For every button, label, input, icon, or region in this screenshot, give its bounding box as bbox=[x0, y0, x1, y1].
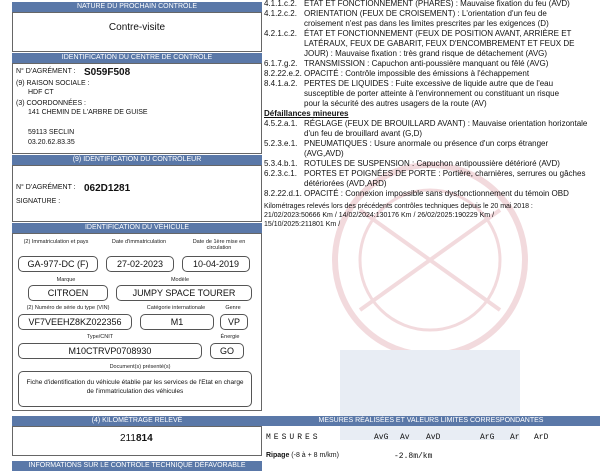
defect-text: LATÉRAUX, FEUX DE GABARIT, FEUX D'ENCOMBREMENT ET FEUX DE bbox=[304, 39, 575, 48]
defect-code: 5.3.4.b.1. bbox=[264, 159, 298, 168]
energie-label: Énergie bbox=[220, 334, 240, 340]
controleur-agrement-label: N° D'AGRÉMENT : bbox=[16, 184, 76, 191]
minor-defects-header: Défaillances mineures bbox=[264, 109, 349, 118]
ripage-range: (-8 à + 8 m/km) bbox=[291, 452, 339, 459]
centre-address: 141 CHEMIN DE L'ARBRE DE GUISE bbox=[28, 109, 148, 116]
minor-defect-row bbox=[264, 179, 600, 189]
informations-header: INFORMATIONS SUR LE CONTRÔLE TECHNIQUE DÉFAVORABLE bbox=[12, 461, 262, 471]
cnit-field: M10CTRVP0708930 bbox=[18, 343, 202, 359]
docs-value: Fiche d'identification du véhicule établie par les services de l'Etat en charge de l'immatriculation des véhicules bbox=[26, 379, 244, 395]
col-avg: AvG bbox=[374, 433, 389, 442]
modele-field: JUMPY SPACE TOURER bbox=[116, 285, 252, 301]
minor-defect-row bbox=[264, 169, 600, 179]
immat-field: GA-977-DC (F) bbox=[18, 256, 98, 272]
minor-defect-row bbox=[264, 149, 600, 159]
defect-text: ROTULES DE SUSPENSION : Capuchon antipoussière détérioré (AVD) bbox=[304, 159, 560, 168]
minor-defect-row bbox=[264, 139, 600, 149]
major-defect-row bbox=[264, 89, 600, 99]
defect-text: (AVG,AVD) bbox=[304, 149, 344, 158]
major-defect-row bbox=[264, 69, 600, 79]
modele-label: Modèle bbox=[170, 277, 190, 283]
controleur-box bbox=[12, 165, 262, 222]
defect-code: 4.5.2.a.1. bbox=[264, 119, 298, 128]
mesures-header: MESURES RÉALISÉES ET VALEURS LIMITES CORRESPONDANTES bbox=[262, 416, 600, 426]
mesures-label: MESURES bbox=[266, 433, 321, 442]
defect-text: OPACITÉ : Connexion impossible sans dysfonctionnement du témoin OBD bbox=[304, 189, 569, 198]
defect-code: 4.2.1.c.2. bbox=[264, 29, 297, 38]
km-header: (4) KILOMÉTRAGE RELEVÉ bbox=[12, 416, 262, 426]
ripage-value: -2.8m/km bbox=[394, 452, 433, 461]
col-avd: AvD bbox=[426, 433, 441, 442]
date-first-label: Date de 1ère mise en circulation bbox=[192, 239, 246, 251]
centre-agrement-label: N° D'AGRÉMENT : bbox=[16, 68, 76, 75]
defect-code: 6.2.3.c.1. bbox=[264, 169, 297, 178]
defect-text: pour la sécurité des autres usagers de la route (AV) bbox=[304, 99, 487, 108]
genre-field: VP bbox=[220, 314, 248, 330]
col-av: Av bbox=[400, 433, 410, 442]
major-defect-row bbox=[264, 0, 600, 9]
defect-text: JOUR) : Mauvaise fixation : très grand risque de détachement (AVG) bbox=[304, 49, 548, 58]
controleur-signature-label: SIGNATURE : bbox=[16, 198, 61, 205]
defect-text: PERTES DE LIQUIDES : Fuite excessive de liquide autre que de l'eau bbox=[304, 79, 554, 88]
defect-code: 4.1.1.c.2. bbox=[264, 0, 297, 8]
next-control-value: Contre-visite bbox=[108, 22, 166, 33]
vin-field: VF7VEEHZ8KZ022356 bbox=[18, 314, 132, 330]
cat-field: M1 bbox=[140, 314, 214, 330]
defect-code: 8.2.22.d.1. bbox=[264, 189, 302, 198]
major-defect-row bbox=[264, 79, 600, 89]
km-value-a: 211 bbox=[120, 433, 136, 444]
centre-city: 59113 SECLIN bbox=[28, 129, 75, 136]
centre-raison-value: HDF CT bbox=[28, 89, 54, 96]
history-line-3: 15/10/2025:211801 Km / bbox=[264, 221, 341, 228]
ripage-row bbox=[266, 452, 339, 459]
defect-text: PNEUMATIQUES : Usure anormale ou présence d'un corps étranger bbox=[304, 139, 549, 148]
defect-code: 5.2.3.e.1. bbox=[264, 139, 298, 148]
col-ar: Ar bbox=[510, 433, 520, 442]
date-immat-label: Date d'immatriculation bbox=[111, 239, 167, 245]
defect-text: TRANSMISSION : Capuchon anti-poussière manquant ou fêlé (AVG) bbox=[304, 59, 549, 68]
centre-raison-label: (9) RAISON SOCIALE : bbox=[16, 80, 90, 87]
marque-field: CITROEN bbox=[28, 285, 108, 301]
major-defect-row bbox=[264, 19, 600, 29]
immat-label: (2) Immatriculation et pays bbox=[23, 239, 89, 245]
marque-label: Marque bbox=[56, 277, 76, 283]
defect-text: ÉTAT ET FONCTIONNEMENT (FEUX DE POSITION AVANT, ARRIÈRE ET bbox=[304, 29, 572, 38]
history-line-2: 21/02/2023:50666 Km / 14/02/2024:130176 Km / 26/02/2025:190229 Km / bbox=[264, 212, 495, 219]
major-defect-row bbox=[264, 59, 600, 69]
controleur-header: (9) IDENTIFICATION DU CONTRÔLEUR bbox=[12, 155, 262, 165]
controleur-agrement-value: 062D1281 bbox=[84, 183, 131, 194]
minor-defect-row bbox=[264, 159, 600, 169]
defect-text: PORTES ET POIGNÉES DE PORTE : Portière, charnières, serrures ou gâches bbox=[304, 169, 586, 178]
genre-label: Genre bbox=[225, 305, 241, 311]
defect-text: OPACITÉ : Contrôle impossible des émissions à l'échappement bbox=[304, 69, 530, 78]
defect-code: 8.2.22.e.2. bbox=[264, 69, 302, 78]
defect-text: d'un feu de brouillard avant (G,D) bbox=[304, 129, 423, 138]
centre-coord-label: (3) COORDONNÉES : bbox=[16, 100, 87, 107]
vin-label: (2) Numéro de série du type (VIN) bbox=[26, 305, 110, 311]
ripage-label: Ripage bbox=[266, 452, 290, 459]
defect-code: 6.1.7.g.2. bbox=[264, 59, 298, 68]
vehicule-header: IDENTIFICATION DU VÉHICULE bbox=[12, 223, 262, 233]
defect-text: ORIENTATION (FEUX DE CROISEMENT) : L'orientation d'un feu de bbox=[304, 9, 547, 18]
major-defect-row bbox=[264, 39, 600, 49]
minor-defect-row bbox=[264, 129, 600, 139]
cnit-label: Type/CNIT bbox=[86, 334, 114, 340]
km-value-b: 814 bbox=[135, 433, 153, 444]
minor-defect-row bbox=[264, 119, 600, 129]
cat-label: Catégorie internationale bbox=[146, 305, 206, 311]
next-control-header: NATURE DU PROCHAIN CONTRÔLE bbox=[12, 2, 262, 12]
major-defect-row bbox=[264, 29, 600, 39]
centre-agrement-value: S059F508 bbox=[84, 67, 131, 78]
defect-text: ÉTAT ET FONCTIONNEMENT (PHARES) : Mauvaise fixation du feu (AVD) bbox=[304, 0, 570, 8]
col-arg: ArG bbox=[480, 433, 495, 442]
defect-text: croisement n'est pas dans les limites prescrites par les exigences (D) bbox=[304, 19, 549, 28]
defect-text: détériorées (AVD,ARD) bbox=[304, 179, 387, 188]
km-value bbox=[120, 433, 153, 444]
defect-code: 4.1.2.c.2. bbox=[264, 9, 297, 18]
date-immat-field: 27-02-2023 bbox=[106, 256, 174, 272]
centre-phone: 03.20.62.83.35 bbox=[28, 139, 75, 146]
date-first-field: 10-04-2019 bbox=[182, 256, 250, 272]
col-ard: ArD bbox=[534, 433, 549, 442]
major-defect-row bbox=[264, 49, 600, 59]
defect-text: RÉGLAGE (FEUX DE BROUILLARD AVANT) : Mauvaise orientation horizontale bbox=[304, 119, 588, 128]
minor-defect-row bbox=[264, 189, 600, 199]
docs-label: Document(s) présenté(s) bbox=[109, 364, 171, 370]
defect-text: susceptible de porter atteinte à l'environnement ou constituant un risque bbox=[304, 89, 560, 98]
major-defect-row bbox=[264, 99, 600, 109]
major-defect-row bbox=[264, 9, 600, 19]
energie-field: GO bbox=[210, 343, 244, 359]
centre-header: IDENTIFICATION DU CENTRE DE CONTRÔLE bbox=[12, 53, 262, 63]
defect-code: 8.4.1.a.2. bbox=[264, 79, 298, 88]
history-line-1: Kilométrages relevés lors des précédents contrôles techniques depuis le 20 mai 2018 : bbox=[264, 203, 533, 210]
